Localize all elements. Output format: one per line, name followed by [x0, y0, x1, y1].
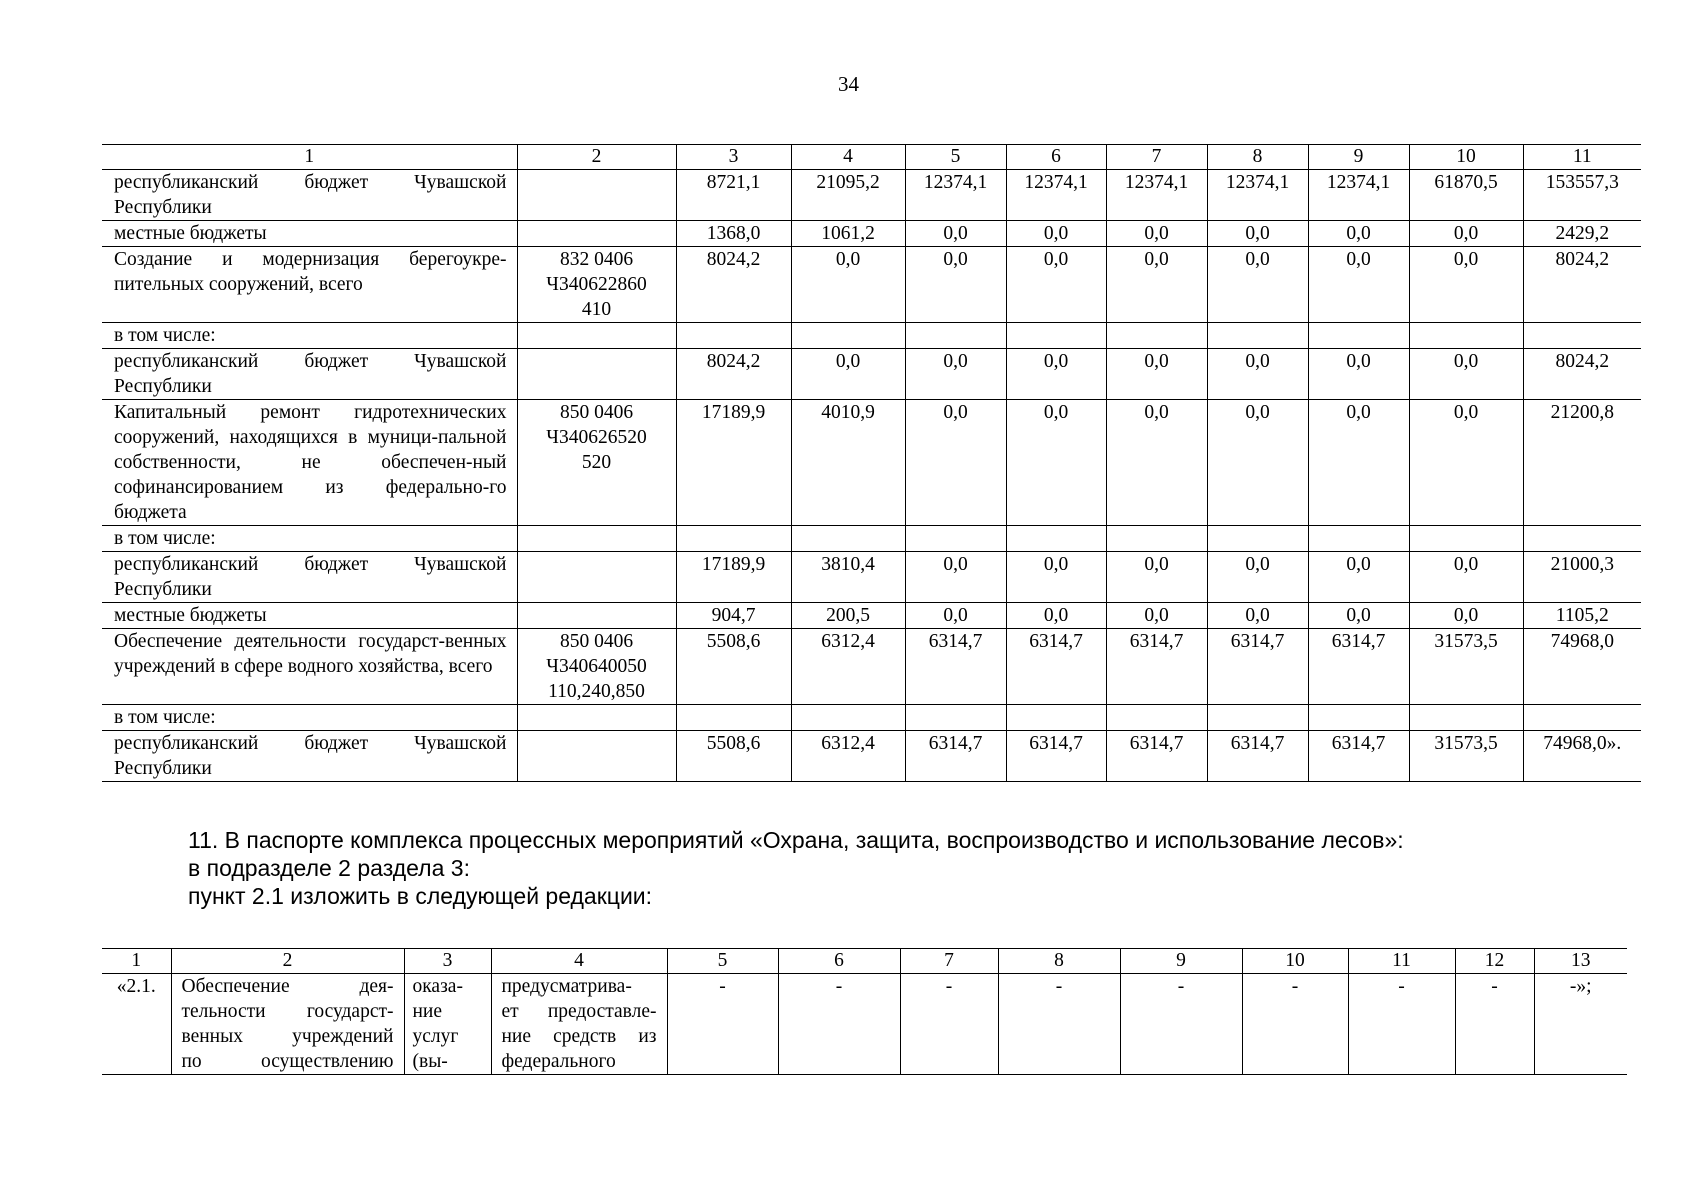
paragraph-line-1: 11. В паспорте комплекса процессных мероприятий «Охрана, защита, воспроизводство и использование лесов»:	[188, 827, 1404, 853]
amount-cell: 8721,1	[676, 170, 791, 221]
column-header: 5	[905, 145, 1006, 170]
budget-code	[517, 221, 676, 247]
amount-cell: 0,0	[1308, 247, 1409, 323]
row-value: -	[998, 974, 1120, 1075]
column-header: 12	[1455, 949, 1534, 974]
amount-cell: 6312,4	[791, 629, 905, 705]
amount-cell: 0,0	[905, 552, 1006, 603]
row-number: «2.1.	[102, 974, 171, 1075]
amount-cell: 0,0	[905, 603, 1006, 629]
row-name: республиканский бюджет Чувашской Республики	[102, 170, 517, 221]
amount-cell: 0,0	[905, 349, 1006, 400]
row-value: -	[778, 974, 900, 1075]
amount-cell: 21000,3	[1523, 552, 1641, 603]
budget-code	[517, 349, 676, 400]
amount-cell	[1106, 526, 1207, 552]
paragraph-line-2: в подразделе 2 раздела 3:	[188, 855, 470, 881]
row-value: -	[1348, 974, 1455, 1075]
column-header: 11	[1523, 145, 1641, 170]
amendment-paragraph	[188, 826, 1404, 910]
amount-cell: 0,0	[1106, 349, 1207, 400]
amount-cell: 153557,3	[1523, 170, 1641, 221]
amount-cell: 0,0	[1207, 221, 1308, 247]
column-header: 10	[1409, 145, 1523, 170]
amount-cell: 8024,2	[676, 247, 791, 323]
column-header: 8	[1207, 145, 1308, 170]
amount-cell	[1006, 705, 1106, 731]
amount-cell: 61870,5	[1409, 170, 1523, 221]
row-name: Капитальный ремонт гидротехнических сооружений, находящихся в муници-пальной собственности, не обеспечен-ный софинансированием из федерально-го бюджета	[102, 400, 517, 526]
column-header: 13	[1534, 949, 1627, 974]
amount-cell: 6314,7	[905, 629, 1006, 705]
amount-cell	[1409, 323, 1523, 349]
amount-cell: 0,0	[1207, 552, 1308, 603]
amount-cell: 0,0	[1207, 349, 1308, 400]
row-name: местные бюджеты	[102, 221, 517, 247]
budget-code	[517, 552, 676, 603]
amount-cell	[1308, 705, 1409, 731]
table-row	[102, 349, 1641, 400]
table-row	[102, 629, 1641, 705]
amount-cell: 12374,1	[1207, 170, 1308, 221]
amount-cell	[1207, 323, 1308, 349]
amount-cell	[905, 705, 1006, 731]
amount-cell: 2429,2	[1523, 221, 1641, 247]
column-header: 6	[1006, 145, 1106, 170]
column-header: 10	[1242, 949, 1348, 974]
amount-cell: 6314,7	[1106, 629, 1207, 705]
table-row	[102, 705, 1641, 731]
budget-code	[517, 526, 676, 552]
amount-cell: 17189,9	[676, 400, 791, 526]
amount-cell: 0,0	[1006, 552, 1106, 603]
amount-cell: 0,0	[1106, 247, 1207, 323]
row-name: Обеспечение деятельности государст-венных учреждений в сфере водного хозяйства, всего	[102, 629, 517, 705]
column-header: 3	[676, 145, 791, 170]
amount-cell: 0,0	[1308, 552, 1409, 603]
amount-cell: 8024,2	[1523, 349, 1641, 400]
budget-code	[517, 170, 676, 221]
amount-cell: 0,0	[1409, 552, 1523, 603]
funding-table	[102, 144, 1641, 782]
amount-cell	[791, 526, 905, 552]
row-value: -	[900, 974, 998, 1075]
amount-cell	[1523, 323, 1641, 349]
budget-code	[517, 323, 676, 349]
column-header: 2	[171, 949, 404, 974]
amount-cell	[791, 323, 905, 349]
amount-cell	[1106, 323, 1207, 349]
row-name: Создание и модернизация берегоукре-пительных сооружений, всего	[102, 247, 517, 323]
amount-cell	[1207, 705, 1308, 731]
row-name: республиканский бюджет Чувашской Республики	[102, 731, 517, 782]
amount-cell	[1523, 705, 1641, 731]
row-name: в том числе:	[102, 526, 517, 552]
page-number: 34	[838, 72, 859, 96]
amount-cell: 0,0	[1106, 552, 1207, 603]
budget-code	[517, 731, 676, 782]
amount-cell: 0,0	[1409, 247, 1523, 323]
row-value: -»;	[1534, 974, 1627, 1075]
row-name: местные бюджеты	[102, 603, 517, 629]
amount-cell: 21200,8	[1523, 400, 1641, 526]
amount-cell: 0,0	[1006, 603, 1106, 629]
amount-cell: 31573,5	[1409, 629, 1523, 705]
amount-cell: 0,0	[1106, 221, 1207, 247]
amount-cell: 31573,5	[1409, 731, 1523, 782]
amount-cell: 904,7	[676, 603, 791, 629]
row-value: -	[667, 974, 778, 1075]
amount-cell: 0,0	[1207, 603, 1308, 629]
column-header: 11	[1348, 949, 1455, 974]
paragraph-line-3: пункт 2.1 изложить в следующей редакции:	[188, 883, 653, 909]
amount-cell: 6314,7	[905, 731, 1006, 782]
column-header: 1	[102, 145, 517, 170]
amount-cell: 3810,4	[791, 552, 905, 603]
amount-cell: 0,0	[1409, 603, 1523, 629]
amount-cell	[1523, 526, 1641, 552]
table-row	[102, 247, 1641, 323]
amount-cell: 1105,2	[1523, 603, 1641, 629]
table-row	[102, 170, 1641, 221]
table-row	[102, 526, 1641, 552]
amount-cell: 5508,6	[676, 731, 791, 782]
amount-cell: 6312,4	[791, 731, 905, 782]
amount-cell	[1106, 705, 1207, 731]
column-header: 4	[791, 145, 905, 170]
row-name: Обеспечение дея- тельности государст- венных учреждений по осуществлению	[171, 974, 404, 1075]
amount-cell: 0,0	[1409, 349, 1523, 400]
amount-cell: 0,0	[1006, 349, 1106, 400]
column-header: 4	[491, 949, 667, 974]
budget-code: 850 0406 Ч340640050 110,240,850	[517, 629, 676, 705]
amount-cell: 0,0	[1308, 603, 1409, 629]
amount-cell: 0,0	[1207, 247, 1308, 323]
amount-cell	[1409, 526, 1523, 552]
amount-cell: 74968,0	[1523, 629, 1641, 705]
forest-measures-table	[102, 948, 1627, 1075]
amount-cell	[1207, 526, 1308, 552]
amount-cell: 8024,2	[1523, 247, 1641, 323]
column-header: 7	[900, 949, 998, 974]
row-name: республиканский бюджет Чувашской Республики	[102, 552, 517, 603]
amount-cell: 12374,1	[1106, 170, 1207, 221]
table1-header-row	[102, 145, 1641, 170]
column-header: 1	[102, 949, 171, 974]
amount-cell: 0,0	[1006, 221, 1106, 247]
amount-cell: 0,0	[1308, 400, 1409, 526]
amount-cell: 0,0	[905, 247, 1006, 323]
row-type: оказа- ние услуг (вы-	[404, 974, 491, 1075]
amount-cell	[676, 323, 791, 349]
table-row	[102, 552, 1641, 603]
amount-cell	[1006, 323, 1106, 349]
amount-cell: 0,0	[1006, 247, 1106, 323]
column-header: 9	[1120, 949, 1242, 974]
amount-cell: 6314,7	[1106, 731, 1207, 782]
table-row	[102, 221, 1641, 247]
row-value: -	[1455, 974, 1534, 1075]
column-header: 6	[778, 949, 900, 974]
column-header: 7	[1106, 145, 1207, 170]
table-row	[102, 400, 1641, 526]
amount-cell: 12374,1	[905, 170, 1006, 221]
amount-cell: 12374,1	[1308, 170, 1409, 221]
amount-cell	[1308, 526, 1409, 552]
budget-code	[517, 603, 676, 629]
amount-cell: 0,0	[1207, 400, 1308, 526]
amount-cell	[676, 526, 791, 552]
amount-cell: 0,0	[1409, 221, 1523, 247]
amount-cell: 6314,7	[1308, 731, 1409, 782]
amount-cell	[791, 705, 905, 731]
table-row	[102, 323, 1641, 349]
amount-cell: 0,0	[791, 349, 905, 400]
amount-cell: 0,0	[1308, 221, 1409, 247]
amount-cell: 0,0	[1006, 400, 1106, 526]
column-header: 2	[517, 145, 676, 170]
table-row	[102, 731, 1641, 782]
amount-cell: 8024,2	[676, 349, 791, 400]
amount-cell	[676, 705, 791, 731]
column-header: 9	[1308, 145, 1409, 170]
table2-header-row	[102, 949, 1627, 974]
amount-cell: 21095,2	[791, 170, 905, 221]
amount-cell: 6314,7	[1006, 731, 1106, 782]
amount-cell: 6314,7	[1006, 629, 1106, 705]
amount-cell	[905, 526, 1006, 552]
column-header: 8	[998, 949, 1120, 974]
amount-cell: 4010,9	[791, 400, 905, 526]
amount-cell: 6314,7	[1308, 629, 1409, 705]
amount-cell: 17189,9	[676, 552, 791, 603]
amount-cell: 6314,7	[1207, 629, 1308, 705]
row-value: -	[1120, 974, 1242, 1075]
amount-cell: 0,0	[905, 400, 1006, 526]
amount-cell: 5508,6	[676, 629, 791, 705]
amount-cell	[1409, 705, 1523, 731]
amount-cell: 200,5	[791, 603, 905, 629]
amount-cell: 0,0	[1308, 349, 1409, 400]
budget-code: 832 0406 Ч340622860 410	[517, 247, 676, 323]
table-row	[102, 603, 1641, 629]
row-name: в том числе:	[102, 323, 517, 349]
amount-cell	[1006, 526, 1106, 552]
row-description: предусматрива- ет предоставле- ние средств из федерального	[491, 974, 667, 1075]
amount-cell	[1308, 323, 1409, 349]
column-header: 3	[404, 949, 491, 974]
amount-cell: 1368,0	[676, 221, 791, 247]
amount-cell	[905, 323, 1006, 349]
amount-cell: 12374,1	[1006, 170, 1106, 221]
amount-cell: 0,0	[1409, 400, 1523, 526]
amount-cell: 6314,7	[1207, 731, 1308, 782]
budget-code	[517, 705, 676, 731]
table2-row-2-1	[102, 974, 1627, 1075]
amount-cell: 0,0	[791, 247, 905, 323]
column-header: 5	[667, 949, 778, 974]
amount-cell: 74968,0».	[1523, 731, 1641, 782]
amount-cell: 0,0	[1106, 400, 1207, 526]
amount-cell: 1061,2	[791, 221, 905, 247]
budget-code: 850 0406 Ч340626520 520	[517, 400, 676, 526]
amount-cell: 0,0	[1106, 603, 1207, 629]
row-value: -	[1242, 974, 1348, 1075]
row-name: республиканский бюджет Чувашской Республики	[102, 349, 517, 400]
row-name: в том числе:	[102, 705, 517, 731]
amount-cell: 0,0	[905, 221, 1006, 247]
